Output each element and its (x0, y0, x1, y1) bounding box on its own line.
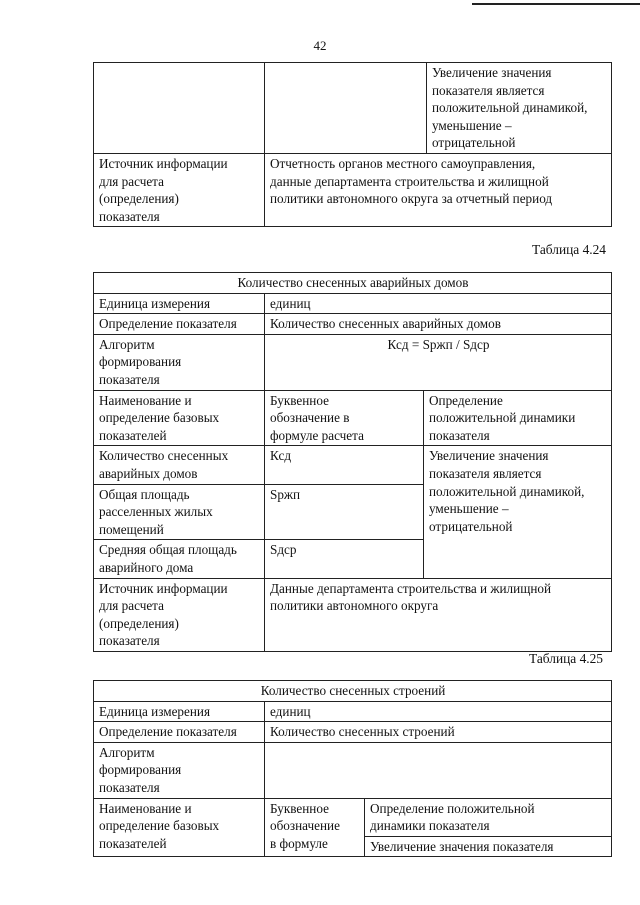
table-title: Количество снесенных аварийных домов (94, 273, 612, 294)
dynamics-header: Определение положительной динамики показателя (365, 798, 612, 836)
letter-header: Буквенное обозначение в формуле (265, 798, 365, 857)
unit-label: Единица измерения (94, 701, 265, 722)
row-symbol: Sржп (265, 484, 424, 540)
unit-label: Единица измерения (94, 293, 265, 314)
dynamics-text: Увеличение значения показателя (365, 836, 612, 857)
dynamics-text: Увеличение значения показателя является положительной динамикой, уменьшение – отрицательной (427, 63, 612, 154)
base-header: Наименование и определение базовых показателей (94, 798, 265, 857)
unit-value: единиц (265, 701, 612, 722)
table-4-25 (93, 680, 612, 857)
source-value: Данные департамента строительства и жилищной политики автономного округа (265, 578, 612, 651)
table-row: Общая площадь расселенных жилых помещений (94, 484, 265, 540)
algorithm-label: Алгоритм формирования показателя (94, 742, 265, 798)
definition-label: Определение показателя (94, 722, 265, 743)
dynamics-header: Определение положительной динамики показателя (424, 390, 612, 446)
formula-empty (265, 742, 612, 798)
source-label: Источник информации для расчета (определения) показателя (94, 153, 265, 226)
unit-value: единиц (265, 293, 612, 314)
definition-label: Определение показателя (94, 314, 265, 335)
table-continuation (93, 62, 612, 227)
table-4-24 (93, 272, 612, 652)
algorithm-label: Алгоритм формирования показателя (94, 334, 265, 390)
source-value: Отчетность органов местного самоуправления, данные департамента строительства и жилищной политики автономного округа за отчетный период (265, 153, 612, 226)
dynamics-text: Увеличение значения показателя является положительной динамикой, уменьшение – отрицательной (424, 446, 612, 578)
definition-value: Количество снесенных аварийных домов (265, 314, 612, 335)
letter-header: Буквенное обозначение в формуле расчета (265, 390, 424, 446)
empty-cell (265, 63, 427, 154)
table-row: Количество снесенных аварийных домов (94, 446, 265, 484)
page-number: 42 (313, 38, 327, 53)
base-header: Наименование и определение базовых показателей (94, 390, 265, 446)
header-rule (472, 3, 640, 5)
table-title: Количество снесенных строений (94, 681, 612, 702)
table-caption: Таблица 4.24 (532, 242, 607, 257)
empty-cell (94, 63, 265, 154)
table-caption: Таблица 4.25 (529, 651, 604, 666)
definition-value: Количество снесенных строений (265, 722, 612, 743)
row-symbol: Sдср (265, 540, 424, 578)
source-label: Источник информации для расчета (определения) показателя (94, 578, 265, 651)
formula: Ксд = Sржп / Sдср (265, 334, 612, 390)
table-row: Средняя общая площадь аварийного дома (94, 540, 265, 578)
row-symbol: Ксд (265, 446, 424, 484)
